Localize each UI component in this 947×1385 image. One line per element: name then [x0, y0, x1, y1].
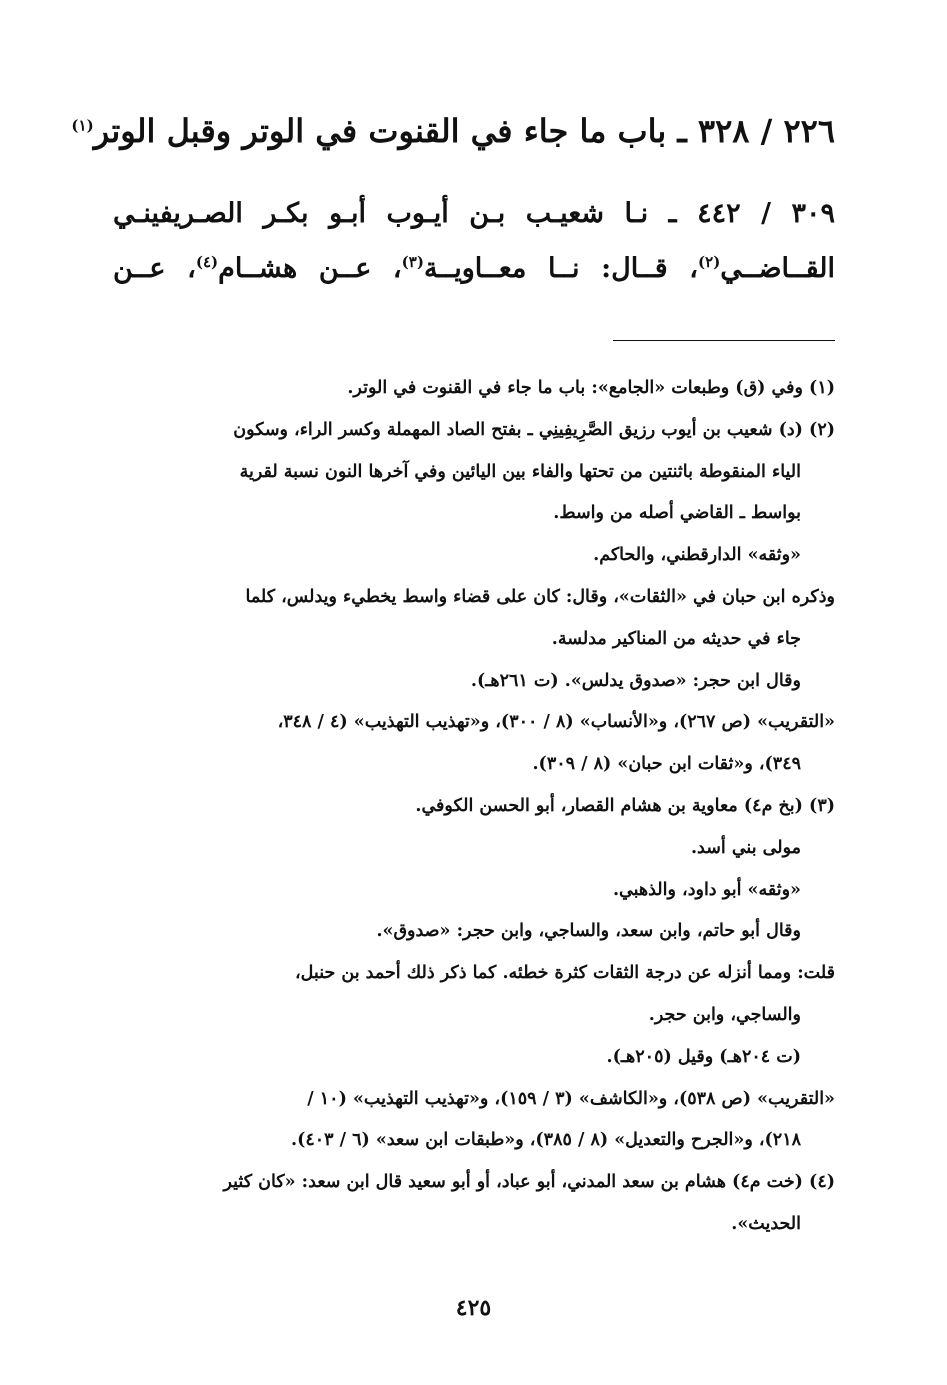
page-number: ٤٢٥	[455, 1295, 492, 1321]
footnote-line: «وثقه» الدارقطني، والحاكم.	[593, 545, 801, 566]
footnote-ref-4: (٤)	[195, 253, 219, 271]
footnote-ref-2: (٢)	[698, 253, 721, 271]
footnote-line: بواسط ـ القاضي أصله من واسط.	[553, 503, 801, 524]
footnote-2	[113, 410, 835, 786]
footnote-line: (ت ٢٠٤هـ) وقيل (٢٠٥هـ).	[606, 1046, 801, 1067]
chapter-title	[71, 112, 835, 150]
footnote-line: الحديث».	[731, 1213, 801, 1234]
footnote-4	[113, 1162, 835, 1246]
footnote-line: وذكره ابن حبان في «الثقات»، وقال: كان على قضاء واسط يخطيء ويدلس، كلما	[245, 586, 835, 607]
footnote-line: (٤) (خت م٤) هشام بن سعد المدني، أبو عباد، أو أبو سعيد قال ابن سعد: «كان كثير	[223, 1172, 835, 1193]
footnote-line: «التقريب» (ص ٢٦٧)، و«الأنساب» (٨ / ٣٠٠)، و«تهذيب التهذيب» (٤ / ٣٤٨،	[277, 712, 835, 733]
footnotes	[113, 368, 835, 1246]
footnote-line: قلت: ومما أنزله عن درجة الثقات كثرة خطئه. كما ذكر ذلك أحمد بن حنبل،	[295, 963, 835, 984]
hadith-text-segment: القــاضــي	[720, 253, 835, 284]
footnote-ref-3: (٣)	[401, 253, 424, 271]
footnote-line: (١) وفي (ق) وطبعات «الجامع»: باب ما جاء في القنوت في الوتر.	[347, 378, 835, 398]
hadith-text-segment: ، عــن	[113, 253, 196, 284]
footnote-line: (٣) (بخ م٤) معاوية بن هشام القصار، أبو الحسن الكوفي.	[415, 795, 835, 816]
hadith-line-1: ٣٠٩ / ٤٤٢ ـ نـا شعيـب بـن أيـوب أبـو بكـر الصـريفينـي	[113, 198, 835, 229]
footnote-line: «وثقه» أبو داود، والذهبي.	[612, 879, 801, 900]
hadith-text-segment: ، قــال: نــا معــاويــة	[423, 253, 699, 284]
title-footnote-ref: (١)	[71, 116, 94, 135]
footnote-line: والساجي، وابن حجر.	[648, 1004, 801, 1025]
footnote-line: ٣٤٩)، و«ثقات ابن حبان» (٨ / ٣٠٩).	[532, 754, 801, 775]
footnote-line: وقال أبو حاتم، وابن سعد، والساجي، وابن حجر: «صدوق».	[376, 921, 801, 942]
chapter-title-text: ٢٢٦ / ٣٢٨ ـ باب ما جاء في القنوت في الوتر وقبل الوتر	[93, 112, 835, 150]
hadith-text	[113, 190, 835, 293]
footnote-line: (٢) (د) شعيب بن أيوب رزيق الصَّرِيفِينِي ـ بفتح الصاد المهملة وكسر الراء، وسكون	[233, 419, 835, 440]
footnote-line: وقال ابن حجر: «صدوق يدلس». (ت ٢٦١هـ).	[470, 670, 801, 691]
footnote-line: مولى بني أسد.	[690, 837, 801, 858]
footnote-1	[113, 368, 835, 410]
footnote-divider	[613, 340, 835, 341]
footnote-line: جاء في حديثه من المناكير مدلسة.	[551, 628, 801, 649]
hadith-line-2	[113, 238, 835, 293]
footnote-line: الياء المنقوطة باثنتين من تحتها والفاء بين اليائين وفي آخرها النون نسبة لقرية	[239, 461, 801, 482]
footnote-3	[113, 786, 835, 1162]
hadith-text-segment: ، عــن هشــام	[218, 253, 402, 284]
footnote-line: «التقريب» (ص ٥٣٨)، و«الكاشف» (٣ / ١٥٩)، و«تهذيب التهذيب» (١٠ /	[307, 1088, 835, 1109]
footnote-line: ٢١٨)، و«الجرح والتعديل» (٨ / ٣٨٥)، و«طبقات ابن سعد» (٦ / ٤٠٣).	[290, 1130, 801, 1151]
